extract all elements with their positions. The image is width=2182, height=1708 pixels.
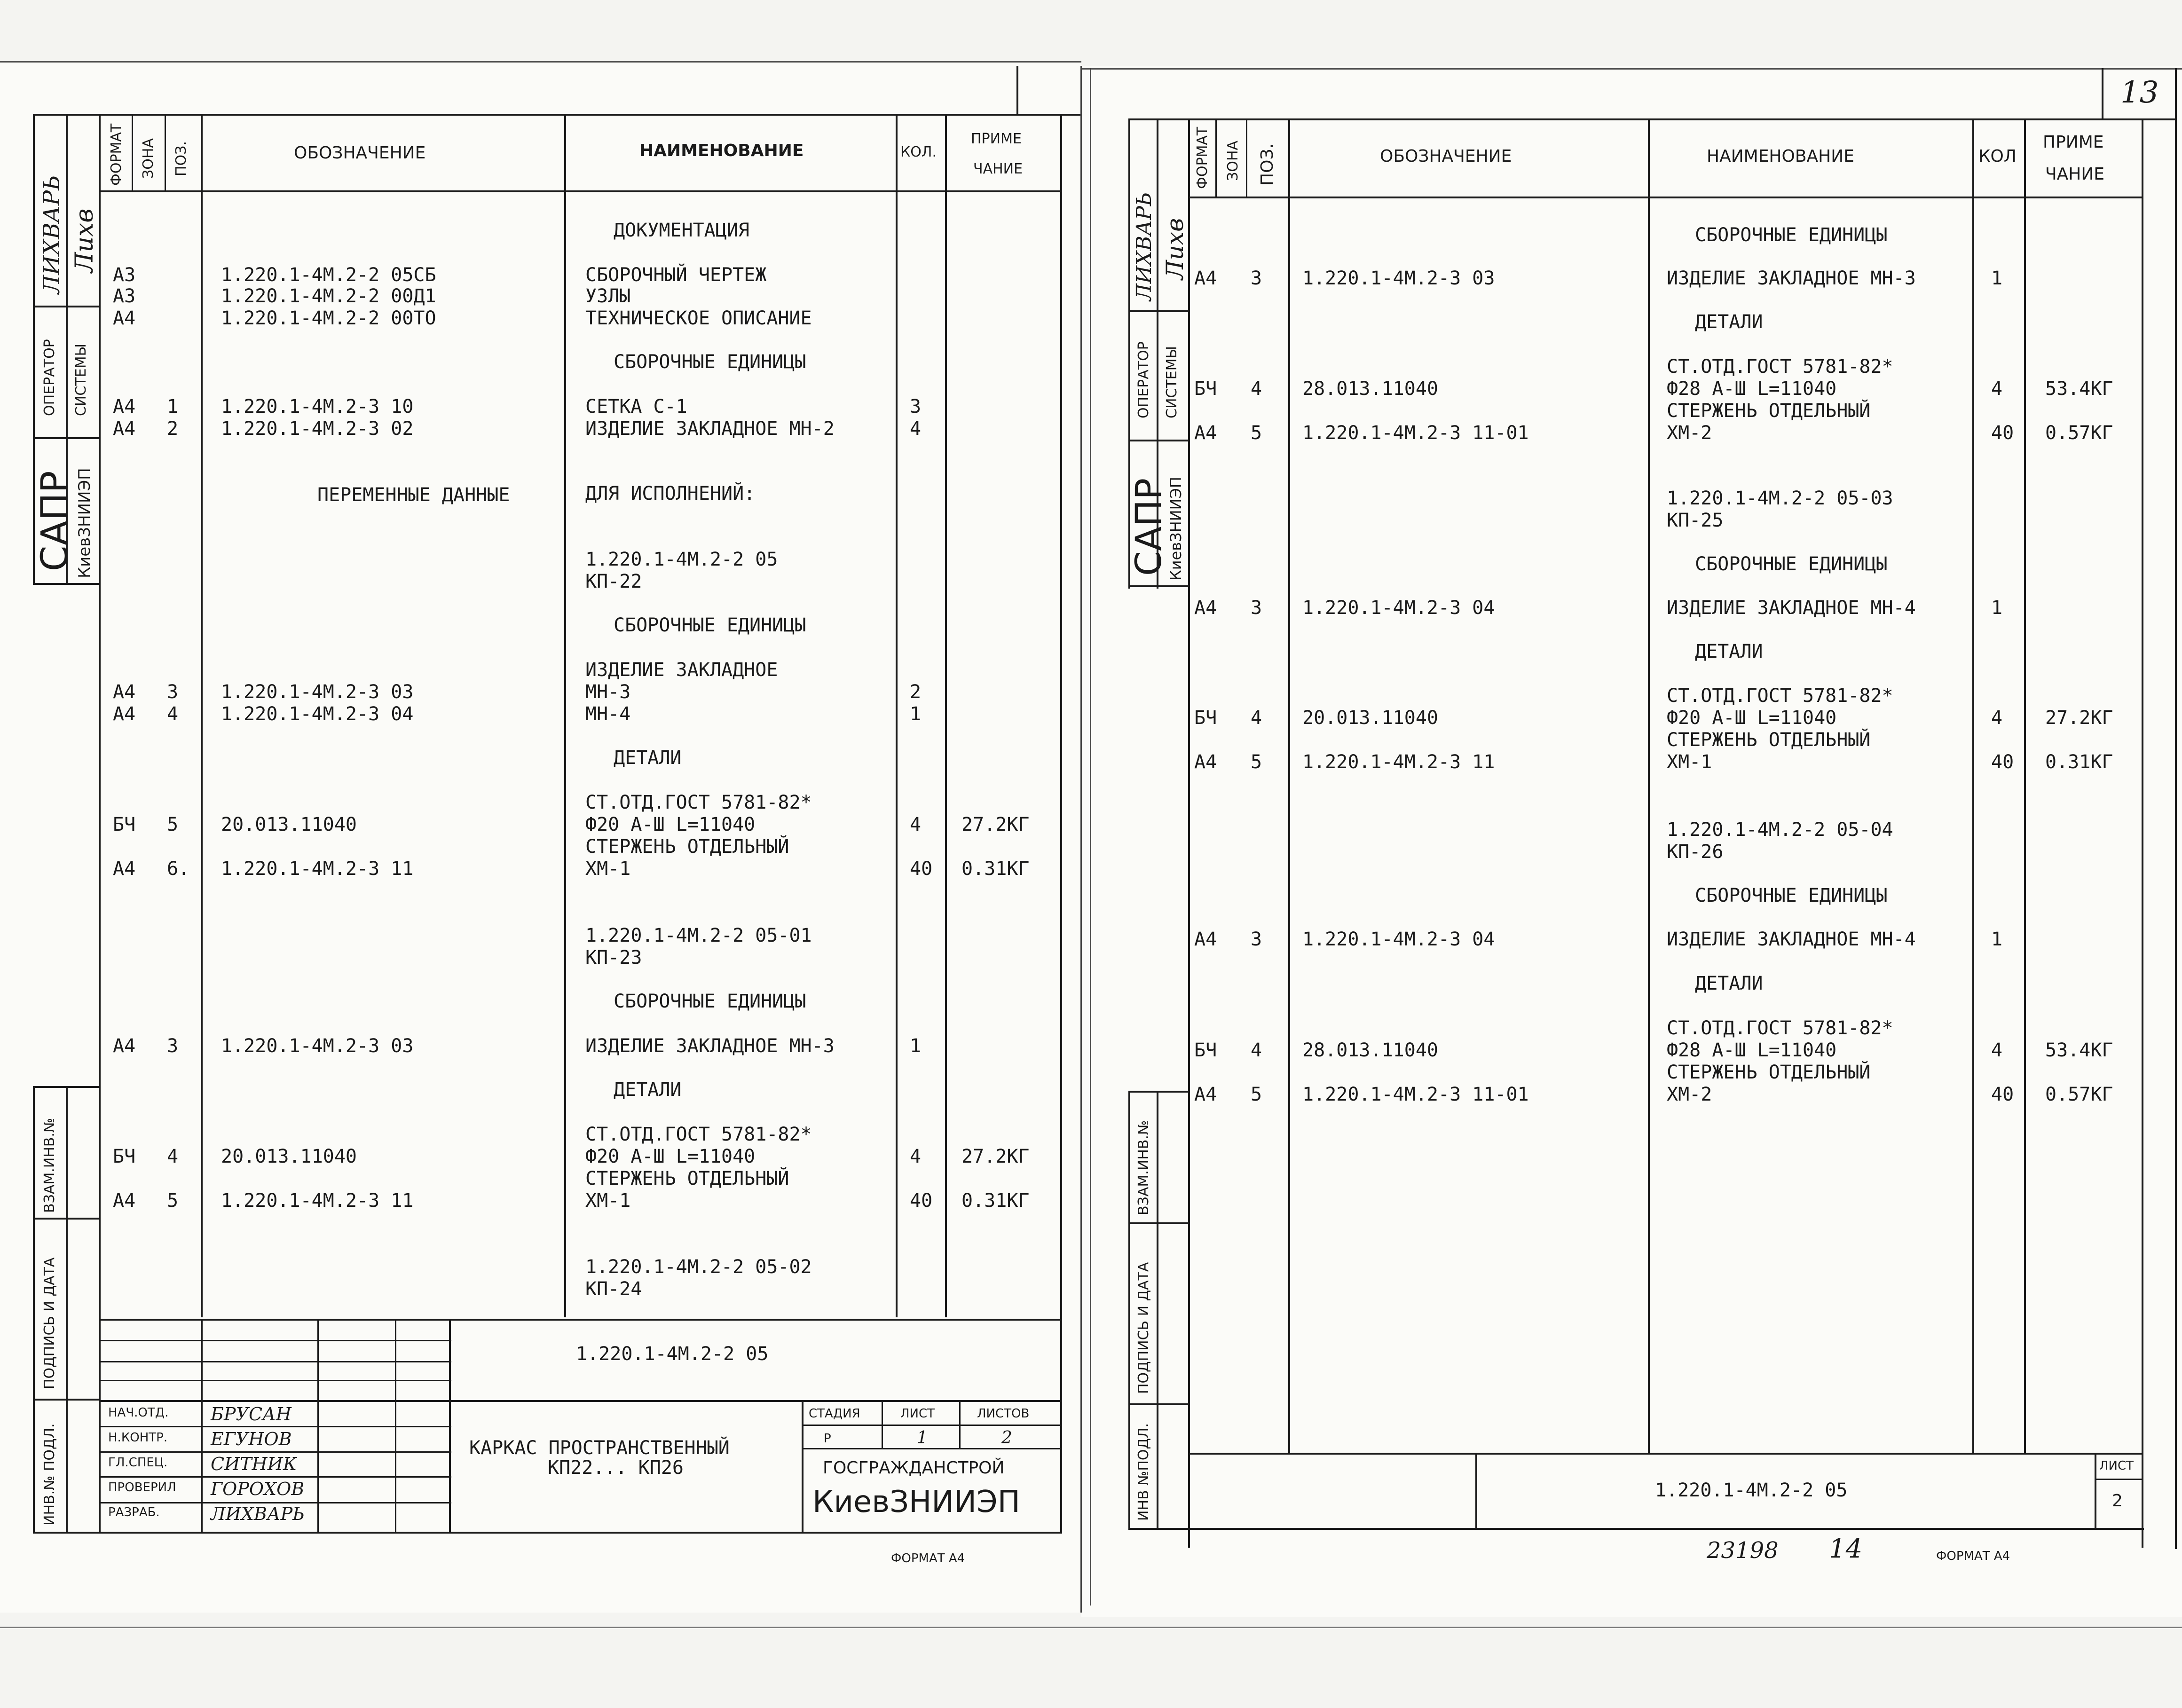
rstamp-sheet: 2 xyxy=(2112,1491,2123,1511)
cell-note: 0.57КГ xyxy=(2045,422,2113,444)
cell-qty: 1 xyxy=(1991,929,2003,950)
cell-pos: 5 xyxy=(1251,422,1262,444)
cell-designation: 20.013.11040 xyxy=(221,814,357,835)
cell-name: МН-3 xyxy=(585,681,631,703)
cell-name: КП-22 xyxy=(585,571,642,592)
side2-row-c xyxy=(33,1399,99,1401)
cell-designation: 1.220.1-4М.2-3 03 xyxy=(221,1035,414,1057)
cell-note: 53.4КГ xyxy=(2045,1039,2113,1061)
side-invpodl: ИНВ.№ ПОДЛ. xyxy=(41,1423,58,1526)
right-col-zone xyxy=(1246,118,1247,197)
rside-row-a xyxy=(1128,118,1188,120)
rside-system: СИСТЕМЫ xyxy=(1164,346,1180,418)
cell-name: ХМ-2 xyxy=(1667,422,1712,444)
rstamp-sheet-row xyxy=(2095,1479,2142,1480)
rside-invpodl: ИНВ №ПОДЛ. xyxy=(1135,1423,1152,1521)
cell-qty: 3 xyxy=(910,396,922,417)
cell-designation: 20.013.11040 xyxy=(221,1146,357,1167)
cell-name: 1.220.1-4М.2-2 05-03 xyxy=(1667,488,1893,509)
rside-org: КиевЗНИИЭП xyxy=(1167,477,1185,581)
cell-designation: 28.013.11040 xyxy=(1302,1039,1438,1061)
cell-name: СТ.ОТД.ГОСТ 5781-82* xyxy=(585,1124,812,1145)
rside-operator: ОПЕРАТОР xyxy=(1135,341,1152,418)
left-variable-data: ПЕРЕМЕННЫЕ ДАННЫЕ xyxy=(317,484,510,506)
stamp-col4 xyxy=(449,1319,451,1532)
cell-format: А4 xyxy=(113,1035,136,1057)
cell-qty: 4 xyxy=(1991,378,2003,400)
stamp-col1 xyxy=(201,1319,203,1532)
cell-designation: 20.013.11040 xyxy=(1302,707,1438,729)
stamp-col3 xyxy=(395,1319,396,1532)
cell-name: КП-23 xyxy=(585,947,642,968)
cell-format: А4 xyxy=(1194,751,1217,773)
cell-format: А3 xyxy=(113,264,136,286)
right-frame-top xyxy=(1128,118,2177,120)
right-frame-tab xyxy=(2102,68,2103,118)
cell-pos: 3 xyxy=(1251,268,1262,289)
cell-qty: 4 xyxy=(910,418,922,440)
cell-note: 27.2КГ xyxy=(961,814,1030,835)
rhdr-designation: ОБОЗНАЧЕНИЕ xyxy=(1380,147,1512,166)
rside-vzam: ВЗАМ.ИНВ.№ xyxy=(1135,1120,1152,1215)
cell-name: СТЕРЖЕНЬ ОТДЕЛЬНЫЙ xyxy=(1667,1062,1871,1083)
rstamp-col2 xyxy=(2095,1453,2096,1528)
cell-designation: 1.220.1-4М.2-3 11-01 xyxy=(1302,422,1529,444)
stamp-person: БРУСАН xyxy=(211,1404,291,1425)
side-row-c xyxy=(33,437,99,439)
stamp-sheets-label: ЛИСТОВ xyxy=(977,1407,1030,1421)
stamp-sheet: 1 xyxy=(917,1428,928,1448)
cell-pos: 5 xyxy=(1251,1084,1262,1105)
cell-designation: 1.220.1-4М.2-3 03 xyxy=(221,681,414,703)
cell-name: СБОРОЧНЫЕ ЕДИНИЦЫ xyxy=(614,351,806,373)
left-frame-top xyxy=(99,114,1080,116)
cell-name: Ф28 А-Ш L=11040 xyxy=(1667,1039,1837,1061)
left-frame-left xyxy=(99,114,101,1534)
cell-designation: 28.013.11040 xyxy=(1302,378,1438,400)
cell-name: ИЗДЕЛИЕ ЗАКЛАДНОЕ xyxy=(585,659,778,681)
cell-designation: 1.220.1-4М.2-2 00Д1 xyxy=(221,285,436,307)
stamp-doc-number: 1.220.1-4М.2-2 05 xyxy=(576,1343,769,1365)
cell-name: УЗЛЫ xyxy=(585,285,631,307)
cell-name: СТ.ОТД.ГОСТ 5781-82* xyxy=(585,792,812,813)
footer-page-hand: 14 xyxy=(1829,1534,1863,1564)
hdr-pos: ПОЗ. xyxy=(173,141,189,176)
cell-format: А4 xyxy=(1194,597,1217,619)
rside-podpis: ПОДПИСЬ И ДАТА xyxy=(1135,1262,1152,1394)
right-col-designation xyxy=(1648,118,1650,1454)
cell-format: А4 xyxy=(113,703,136,725)
cell-name: СТЕРЖЕНЬ ОТДЕЛЬНЫЙ xyxy=(1667,729,1871,751)
right-header-bottom xyxy=(1188,197,2143,198)
cell-qty: 1 xyxy=(1991,268,2003,289)
stamp-row1 xyxy=(99,1340,451,1341)
left-frame-right-tab xyxy=(1016,66,1018,114)
rhdr-name: НАИМЕНОВАНИЕ xyxy=(1707,147,1854,166)
footer-format-right: ФОРМАТ А4 xyxy=(1936,1549,2010,1563)
side-operator: ОПЕРАТОР xyxy=(41,339,58,416)
side-system: СИСТЕМЫ xyxy=(73,344,89,416)
rstamp-col1 xyxy=(1475,1453,1477,1528)
right-col-pos xyxy=(1288,118,1290,1454)
cell-name: ИЗДЕЛИЕ ЗАКЛАДНОЕ МН-4 xyxy=(1667,597,1916,619)
sheet-divider xyxy=(1080,66,1082,1613)
side2-row-b xyxy=(33,1218,99,1220)
cell-name: Ф20 А-Ш L=11040 xyxy=(585,814,756,835)
cell-name: ДЕТАЛИ xyxy=(614,1079,682,1101)
left-col-qty xyxy=(945,114,947,1317)
cell-name: Ф20 А-Ш L=11040 xyxy=(585,1146,756,1167)
cell-qty: 40 xyxy=(1991,422,2014,444)
cell-note: 0.31КГ xyxy=(961,1190,1030,1212)
rside-name: ЛИХВАРЬ xyxy=(1132,192,1156,301)
stamp-role: НАЧ.ОТД. xyxy=(108,1406,169,1420)
sheet-divider-2 xyxy=(1090,68,1091,1606)
cell-qty: 40 xyxy=(1991,751,2014,773)
side-org: КиевЗНИИЭП xyxy=(75,468,94,578)
side-sapr: САПР xyxy=(34,471,76,571)
cell-name: СБОРОЧНЫЕ ЕДИНИЦЫ xyxy=(1695,553,1888,575)
left-col-note-r xyxy=(1060,114,1062,1317)
cell-designation: 1.220.1-4М.2-3 04 xyxy=(221,703,414,725)
cell-name: ИЗДЕЛИЕ ЗАКЛАДНОЕ МН-2 xyxy=(585,418,835,440)
cell-name: МН-4 xyxy=(585,703,631,725)
stamp-top xyxy=(99,1319,1062,1321)
cell-name: СБОРОЧНЫЕ ЕДИНИЦЫ xyxy=(614,991,806,1012)
cell-name: ХМ-2 xyxy=(1667,1084,1712,1105)
right-col-format xyxy=(1215,118,1217,197)
cell-name: ИЗДЕЛИЕ ЗАКЛАДНОЕ МН-4 xyxy=(1667,929,1916,950)
stamp-role: ГЛ.СПЕЦ. xyxy=(108,1456,168,1470)
cell-format: БЧ xyxy=(1194,378,1217,400)
hdr-format: ФОРМАТ xyxy=(108,123,125,186)
stamp-person: ЕГУНОВ xyxy=(211,1429,292,1449)
cell-format: БЧ xyxy=(1194,1039,1217,1061)
page-corner-number: 13 xyxy=(2120,75,2159,110)
cell-designation: 1.220.1-4М.2-3 03 xyxy=(1302,268,1495,289)
hdr-name: НАИМЕНОВАНИЕ xyxy=(639,141,804,160)
left-col-format xyxy=(132,114,133,190)
right-frame-bottom xyxy=(1128,1528,2144,1530)
side2-row-d xyxy=(33,1532,99,1534)
cell-pos: 5 xyxy=(167,814,179,835)
cell-designation: 1.220.1-4М.2-2 05СБ xyxy=(221,264,436,286)
cell-format: А4 xyxy=(1194,1084,1217,1105)
cell-format: БЧ xyxy=(1194,707,1217,729)
scan-edge-bottom xyxy=(0,1627,2182,1628)
cell-name: ДОКУМЕНТАЦИЯ xyxy=(614,220,749,241)
stamp-stage: Р xyxy=(824,1432,831,1446)
left-col-zone xyxy=(165,114,166,190)
rstamp-sheet-label: ЛИСТ xyxy=(2099,1459,2134,1473)
side-row-b xyxy=(33,306,99,307)
cell-name: Ф20 А-Ш L=11040 xyxy=(1667,707,1837,729)
cell-format: А4 xyxy=(1194,268,1217,289)
cell-format: А4 xyxy=(113,418,136,440)
cell-note: 27.2КГ xyxy=(2045,707,2113,729)
cell-name: КП-26 xyxy=(1667,841,1724,863)
rside-row-c xyxy=(1128,440,1188,441)
left-col-pos xyxy=(201,114,203,1317)
stamp-row7 xyxy=(99,1476,451,1478)
side2-col-b xyxy=(66,1086,68,1533)
cell-designation: 1.220.1-4М.2-3 04 xyxy=(1302,929,1495,950)
stamp-person: ГОРОХОВ xyxy=(211,1479,305,1499)
cell-note: 0.57КГ xyxy=(2045,1084,2113,1105)
cell-format: А4 xyxy=(113,1190,136,1212)
cell-format: А4 xyxy=(1194,929,1217,950)
cell-pos: 6. xyxy=(167,858,190,880)
cell-pos: 2 xyxy=(167,418,179,440)
cell-name: СТЕРЖЕНЬ ОТДЕЛЬНЫЙ xyxy=(1667,400,1871,422)
stamp-title2: КП22... КП26 xyxy=(548,1457,684,1479)
cell-name: ДЕТАЛИ xyxy=(1695,973,1763,994)
side-vzam: ВЗАМ.ИНВ.№ xyxy=(41,1118,58,1213)
stamp-stage-col1 xyxy=(882,1400,883,1448)
cell-format: А4 xyxy=(113,307,136,329)
cell-note: 0.31КГ xyxy=(2045,751,2113,773)
left-col-name xyxy=(896,114,898,1317)
cell-name: СЕТКА С-1 xyxy=(585,396,687,417)
stamp-row3 xyxy=(99,1380,451,1381)
side2-row-a xyxy=(33,1086,99,1088)
rside-row-b xyxy=(1128,310,1188,312)
cell-format: БЧ xyxy=(113,814,136,835)
rhdr-zone: ЗОНА xyxy=(1225,141,1241,181)
cell-name: СБОРОЧНЫЕ ЕДИНИЦЫ xyxy=(614,614,806,636)
cell-pos: 3 xyxy=(167,1035,179,1057)
rside-sapr: САПР xyxy=(1127,478,1169,576)
cell-name: ДЕТАЛИ xyxy=(1695,641,1763,662)
cell-note: 53.4КГ xyxy=(2045,378,2113,400)
rhdr-qty: КОЛ xyxy=(1978,147,2017,166)
cell-format: А4 xyxy=(1194,422,1217,444)
side-podpis: ПОДПИСЬ И ДАТА xyxy=(41,1257,58,1389)
stamp-role: РАЗРАБ. xyxy=(108,1505,160,1519)
cell-pos: 4 xyxy=(1251,1039,1262,1061)
left-header-bottom xyxy=(99,190,1060,192)
cell-format: А3 xyxy=(113,285,136,307)
cell-pos: 5 xyxy=(167,1190,179,1212)
cell-designation: 1.220.1-4М.2-3 04 xyxy=(1302,597,1495,619)
stamp-row2 xyxy=(99,1361,451,1362)
cell-designation: 1.220.1-4М.2-3 02 xyxy=(221,418,414,440)
cell-pos: 3 xyxy=(1251,929,1262,950)
cell-qty: 40 xyxy=(910,858,933,880)
right-col-qty xyxy=(2024,118,2026,1454)
footer-inv-number: 23198 xyxy=(1707,1537,1779,1564)
side-name: ЛИХВАРЬ xyxy=(39,175,65,294)
cell-name: 1.220.1-4М.2-2 05-04 xyxy=(1667,819,1893,841)
stamp-org1: ГОСГРАЖДАНСТРОЙ xyxy=(823,1458,1005,1478)
side-row-a xyxy=(33,114,99,116)
cell-note: 0.31КГ xyxy=(961,858,1030,880)
footer-format-left: ФОРМАТ А4 xyxy=(891,1551,965,1566)
cell-pos: 1 xyxy=(167,396,179,417)
stamp-role: ПРОВЕРИЛ xyxy=(108,1480,176,1495)
stamp-person: ЛИХВАРЬ xyxy=(211,1503,305,1524)
cell-designation: 1.220.1-4М.2-3 11 xyxy=(221,1190,414,1212)
cell-qty: 2 xyxy=(910,681,922,703)
left-col-designation xyxy=(564,114,566,1317)
cell-designation: 1.220.1-4М.2-3 11 xyxy=(221,858,414,880)
left-frame-bottom xyxy=(99,1532,1062,1534)
cell-pos: 3 xyxy=(1251,597,1262,619)
hdr-note2: ЧАНИЕ xyxy=(973,161,1023,177)
rhdr-note1: ПРИМЕ xyxy=(2043,133,2104,152)
cell-designation: 1.220.1-4М.2-2 00ТО xyxy=(221,307,436,329)
stamp-person: СИТНИК xyxy=(211,1454,297,1474)
stamp-row6 xyxy=(99,1451,451,1453)
cell-name: СБОРОЧНЫЕ ЕДИНИЦЫ xyxy=(1695,224,1888,246)
stamp-stage-row2 xyxy=(802,1448,1060,1449)
cell-name: СТ.ОТД.ГОСТ 5781-82* xyxy=(1667,685,1893,707)
cell-pos: 4 xyxy=(1251,707,1262,729)
cell-qty: 4 xyxy=(910,1146,922,1167)
cell-pos: 4 xyxy=(167,1146,179,1167)
cell-qty: 40 xyxy=(910,1190,933,1212)
side-sign: Лихв xyxy=(71,208,99,273)
stamp-row5 xyxy=(99,1426,451,1427)
right-frame-right xyxy=(2142,118,2143,1548)
hdr-note1: ПРИМЕ xyxy=(971,131,1022,147)
cell-name: СТ.ОТД.ГОСТ 5781-82* xyxy=(1667,1017,1893,1039)
rhdr-note2: ЧАНИЕ xyxy=(2045,165,2105,184)
cell-qty: 1 xyxy=(910,1035,922,1057)
cell-name: ХМ-1 xyxy=(585,1190,631,1212)
cell-format: А4 xyxy=(113,681,136,703)
cell-qty: 4 xyxy=(910,814,922,835)
rside-sign: Лихв xyxy=(1161,218,1189,280)
rside2-col-b xyxy=(1157,1091,1158,1528)
scan-edge-top xyxy=(0,61,1081,63)
stamp-col5 xyxy=(802,1400,803,1532)
cell-name: КП-24 xyxy=(585,1278,642,1300)
right-frame-right-edge xyxy=(2175,68,2177,1549)
cell-name: ХМ-1 xyxy=(1667,751,1712,773)
stamp-stage-label: СТАДИЯ xyxy=(809,1407,860,1421)
rside-row-d xyxy=(1128,585,1188,587)
hdr-designation: ОБОЗНАЧЕНИЕ xyxy=(294,143,426,163)
cell-name: СБОРОЧНЫЕ ЕДИНИЦЫ xyxy=(1695,885,1888,906)
stamp-sheets: 2 xyxy=(1001,1428,1012,1448)
cell-name: ХМ-1 xyxy=(585,858,631,880)
cell-designation: 1.220.1-4М.2-3 11-01 xyxy=(1302,1084,1529,1105)
cell-name: ИЗДЕЛИЕ ЗАКЛАДНОЕ МН-3 xyxy=(1667,268,1916,289)
cell-designation: 1.220.1-4М.2-3 10 xyxy=(221,396,414,417)
cell-pos: 3 xyxy=(167,681,179,703)
stamp-org2: КиевЗНИИЭП xyxy=(812,1485,1020,1519)
cell-name: СТ.ОТД.ГОСТ 5781-82* xyxy=(1667,356,1893,378)
stamp-title1: КАРКАС ПРОСТРАНСТВЕННЫЙ xyxy=(469,1437,730,1459)
stamp-role: Н.КОНТР. xyxy=(108,1431,168,1445)
stamp-sheet-label: ЛИСТ xyxy=(900,1407,935,1421)
cell-format: БЧ xyxy=(113,1146,136,1167)
stamp-col2 xyxy=(317,1319,319,1532)
stamp-row4 xyxy=(99,1400,1062,1402)
rside2-col-a xyxy=(1128,1091,1130,1528)
rhdr-format: ФОРМАТ xyxy=(1194,126,1211,189)
cell-pos: 5 xyxy=(1251,751,1262,773)
hdr-qty: КОЛ. xyxy=(900,144,937,160)
cell-name: ДЕТАЛИ xyxy=(614,747,682,769)
rhdr-pos: ПОЗ. xyxy=(1258,143,1277,186)
right-sheet xyxy=(1081,66,2182,1617)
cell-name: ИЗДЕЛИЕ ЗАКЛАДНОЕ МН-3 xyxy=(585,1035,835,1057)
side-row-d xyxy=(33,583,99,585)
cell-qty: 4 xyxy=(1991,707,2003,729)
right-frame-left xyxy=(1188,118,1190,1548)
cell-qty: 40 xyxy=(1991,1084,2014,1105)
cell-name: СТЕРЖЕНЬ ОТДЕЛЬНЫЙ xyxy=(585,836,789,858)
cell-qty: 1 xyxy=(1991,597,2003,619)
cell-format: А4 xyxy=(113,396,136,417)
scan-edge-top-right xyxy=(1081,68,2182,70)
cell-name: СБОРОЧНЫЙ ЧЕРТЕЖ xyxy=(585,264,767,286)
cell-name: КП-25 xyxy=(1667,510,1724,531)
cell-pos: 4 xyxy=(1251,378,1262,400)
side2-col-a xyxy=(33,1086,35,1533)
cell-name: СТЕРЖЕНЬ ОТДЕЛЬНЫЙ xyxy=(585,1168,789,1189)
cell-name: ДЛЯ ИСПОЛНЕНИЙ: xyxy=(585,483,756,504)
hdr-zone: ЗОНА xyxy=(140,138,157,179)
cell-designation: 1.220.1-4М.2-3 11 xyxy=(1302,751,1495,773)
right-col-name xyxy=(1972,118,1974,1454)
stamp-stage-col2 xyxy=(959,1400,961,1448)
rside2-row-a xyxy=(1128,1091,1188,1093)
rstamp-doc-number: 1.220.1-4М.2-2 05 xyxy=(1655,1480,1848,1501)
cell-name: ТЕХНИЧЕСКОЕ ОПИСАНИЕ xyxy=(585,307,812,329)
cell-qty: 4 xyxy=(1991,1039,2003,1061)
rstamp-top xyxy=(1188,1453,2143,1455)
cell-name: 1.220.1-4М.2-2 05-01 xyxy=(585,925,812,946)
cell-name: ДЕТАЛИ xyxy=(1695,311,1763,333)
cell-name: 1.220.1-4М.2-2 05 xyxy=(585,549,778,570)
cell-note: 27.2КГ xyxy=(961,1146,1030,1167)
cell-name: Ф28 А-Ш L=11040 xyxy=(1667,378,1837,400)
cell-format: А4 xyxy=(113,858,136,880)
cell-name: 1.220.1-4М.2-2 05-02 xyxy=(585,1256,812,1278)
rside2-row-c xyxy=(1128,1403,1188,1405)
stamp-stage-row1 xyxy=(802,1425,1060,1426)
rside2-row-b xyxy=(1128,1222,1188,1224)
cell-qty: 1 xyxy=(910,703,922,725)
cell-pos: 4 xyxy=(167,703,179,725)
